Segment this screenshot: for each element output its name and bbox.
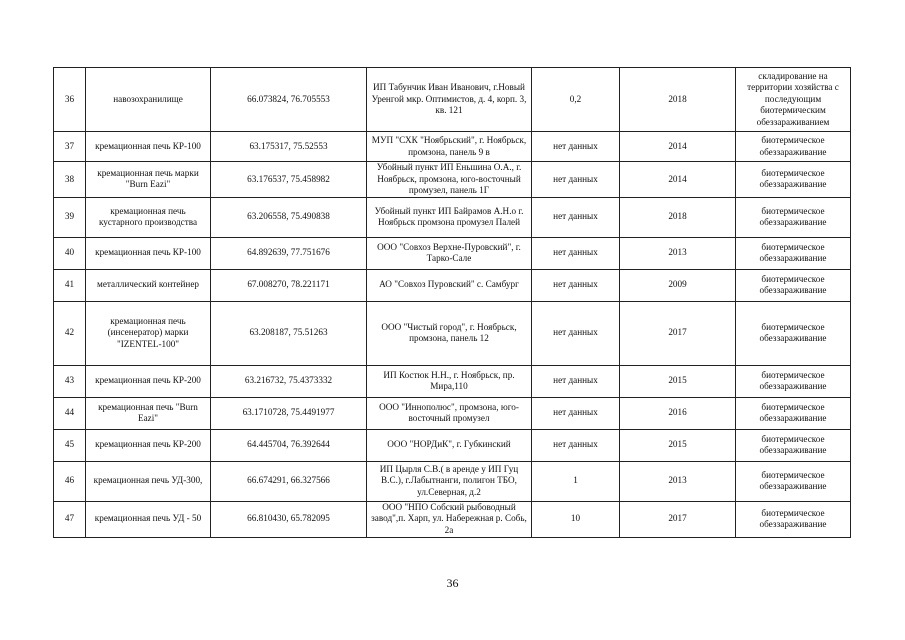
cell-owner: ООО "Совхоз Верхне-Пуровский", г. Тарко-Сале <box>367 237 532 269</box>
cell-year: 2013 <box>620 461 736 501</box>
cell-owner: ООО "Иннополюс", промзона, юго-восточный промузел <box>367 397 532 429</box>
cell-object: кремационная печь "Burn Eazi" <box>86 397 211 429</box>
cell-number: 41 <box>54 269 86 301</box>
cell-number: 47 <box>54 501 86 537</box>
cell-owner: Убойный пункт ИП Еньшина О.А., г. Ноябрьск, промзона, юго-восточный промузел, панель 1Г <box>367 162 532 198</box>
page-number: 36 <box>446 576 459 590</box>
cell-capacity: нет данных <box>532 132 620 162</box>
cell-object: кремационная печь КР-100 <box>86 237 211 269</box>
cell-owner: Убойный пункт ИП Байрамов А.Н.о г. Ноябрьск промзона промузел Палей <box>367 197 532 237</box>
cell-method: биотермическое обеззараживание <box>736 197 851 237</box>
cell-method: биотермическое обеззараживание <box>736 429 851 461</box>
cell-coordinates: 63.1710728, 75.4491977 <box>211 397 367 429</box>
table-row <box>54 237 851 269</box>
cell-coordinates: 63.208187, 75.51263 <box>211 301 367 365</box>
cell-year: 2015 <box>620 429 736 461</box>
cell-owner: ООО "НОРДиК", г. Губкинский <box>367 429 532 461</box>
table-body <box>54 68 851 538</box>
cell-coordinates: 63.206558, 75.490838 <box>211 197 367 237</box>
cell-number: 38 <box>54 162 86 198</box>
table-row <box>54 132 851 162</box>
cell-owner: ИП Костюк Н.Н., г. Ноябрьск, пр. Мира,110 <box>367 365 532 397</box>
table-row <box>54 501 851 537</box>
cell-year: 2015 <box>620 365 736 397</box>
cell-capacity: нет данных <box>532 365 620 397</box>
cell-capacity: нет данных <box>532 197 620 237</box>
cell-object: кремационная печь кустарного производства <box>86 197 211 237</box>
cell-capacity: 1 <box>532 461 620 501</box>
cell-year: 2017 <box>620 301 736 365</box>
cell-owner: АО "Совхоз Пуровский" с. Самбург <box>367 269 532 301</box>
table-row <box>54 197 851 237</box>
cell-coordinates: 66.073824, 76.705553 <box>211 68 367 132</box>
cell-coordinates: 64.445704, 76.392644 <box>211 429 367 461</box>
cell-method: биотермическое обеззараживание <box>736 301 851 365</box>
cell-method: биотермическое обеззараживание <box>736 162 851 198</box>
cell-method: биотермическое обеззараживание <box>736 132 851 162</box>
cell-method: биотермическое обеззараживание <box>736 461 851 501</box>
cell-year: 2016 <box>620 397 736 429</box>
table-row <box>54 301 851 365</box>
cell-number: 43 <box>54 365 86 397</box>
cell-year: 2018 <box>620 197 736 237</box>
table-row <box>54 461 851 501</box>
table-row <box>54 429 851 461</box>
cell-coordinates: 63.175317, 75.52553 <box>211 132 367 162</box>
registry-table <box>53 67 851 538</box>
cell-object: металлический контейнер <box>86 269 211 301</box>
cell-owner: ИП Табунчик Иван Иванович, г.Новый Уренгой мкр. Оптимистов, д. 4, корп. 3, кв. 121 <box>367 68 532 132</box>
table-row <box>54 162 851 198</box>
cell-object: навозохранилище <box>86 68 211 132</box>
table-row <box>54 68 851 132</box>
cell-method: биотермическое обеззараживание <box>736 365 851 397</box>
cell-capacity: нет данных <box>532 162 620 198</box>
cell-capacity: нет данных <box>532 301 620 365</box>
table-row <box>54 365 851 397</box>
cell-object: кремационная печь марки "Burn Eazi" <box>86 162 211 198</box>
cell-year: 2017 <box>620 501 736 537</box>
cell-capacity: нет данных <box>532 269 620 301</box>
cell-coordinates: 63.216732, 75.4373332 <box>211 365 367 397</box>
cell-capacity: нет данных <box>532 429 620 461</box>
cell-capacity: 0,2 <box>532 68 620 132</box>
cell-method: складирование на территории хозяйства с последующим биотермическим обеззараживанием <box>736 68 851 132</box>
cell-method: биотермическое обеззараживание <box>736 501 851 537</box>
cell-object: кремационная печь (инсенератор) марки "IZENTEL-100" <box>86 301 211 365</box>
cell-object: кремационная печь КР-200 <box>86 429 211 461</box>
cell-year: 2009 <box>620 269 736 301</box>
cell-method: биотермическое обеззараживание <box>736 237 851 269</box>
cell-year: 2014 <box>620 132 736 162</box>
cell-number: 39 <box>54 197 86 237</box>
cell-year: 2013 <box>620 237 736 269</box>
cell-year: 2018 <box>620 68 736 132</box>
cell-number: 37 <box>54 132 86 162</box>
cell-coordinates: 63.176537, 75.458982 <box>211 162 367 198</box>
cell-number: 42 <box>54 301 86 365</box>
cell-coordinates: 66.810430, 65.782095 <box>211 501 367 537</box>
cell-coordinates: 66.674291, 66.327566 <box>211 461 367 501</box>
cell-number: 44 <box>54 397 86 429</box>
cell-capacity: 10 <box>532 501 620 537</box>
cell-owner: ООО "НПО Собский рыбоводный завод",п. Харп, ул. Набережная р. Собь, 2а <box>367 501 532 537</box>
cell-object: кремационная печь УД-300, <box>86 461 211 501</box>
cell-number: 45 <box>54 429 86 461</box>
cell-year: 2014 <box>620 162 736 198</box>
cell-capacity: нет данных <box>532 397 620 429</box>
cell-coordinates: 64.892639, 77.751676 <box>211 237 367 269</box>
cell-owner: ИП Цырля С.В.( в аренде у ИП Гуц В.С.), г.Лабытнанги, полигон ТБО, ул.Северная, д.2 <box>367 461 532 501</box>
cell-method: биотермическое обеззараживание <box>736 397 851 429</box>
cell-number: 40 <box>54 237 86 269</box>
cell-object: кремационная печь УД - 50 <box>86 501 211 537</box>
cell-owner: ООО "Чистый город", г. Ноябрьск, промзона, панель 12 <box>367 301 532 365</box>
cell-coordinates: 67.008270, 78.221171 <box>211 269 367 301</box>
cell-number: 36 <box>54 68 86 132</box>
table-row <box>54 269 851 301</box>
cell-object: кремационная печь КР-200 <box>86 365 211 397</box>
table-row <box>54 397 851 429</box>
cell-method: биотермическое обеззараживание <box>736 269 851 301</box>
cell-object: кремационная печь КР-100 <box>86 132 211 162</box>
cell-capacity: нет данных <box>532 237 620 269</box>
cell-owner: МУП "СХК "Ноябрьский", г. Ноябрьск, промзона, панель 9 в <box>367 132 532 162</box>
cell-number: 46 <box>54 461 86 501</box>
